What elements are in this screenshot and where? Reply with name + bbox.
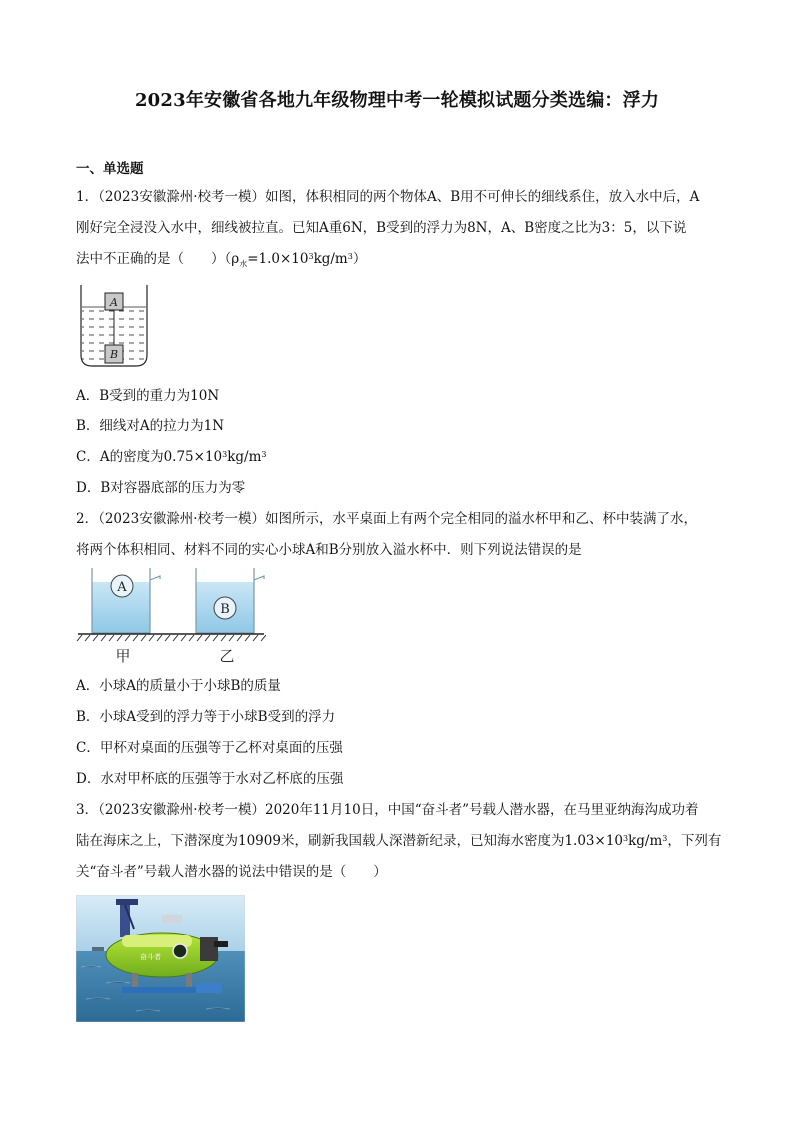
q2-stem-line2: 将两个体积相同、材料不同的实心小球A和B分别放入溢水杯中．则下列说法错误的是 xyxy=(76,542,582,558)
q3-exponent: 3 xyxy=(623,834,629,843)
q1-option-c-text: C．A的密度为0.75×10 xyxy=(76,449,223,465)
q1-close: ） xyxy=(352,251,367,267)
q2-option-a: A．小球A的质量小于小球B的质量 xyxy=(76,678,281,694)
q1-option-d: D．B对容器底部的压力为零 xyxy=(76,480,246,496)
cup-jia-label: 甲 xyxy=(115,647,131,665)
q3-unit: kg/m xyxy=(628,833,663,849)
q2-stem-line1: 2．（2023安徽滁州·校考一模）如图所示，水平桌面上有两个完全相同的溢水杯甲和乙、杯中装满了水， xyxy=(76,511,697,527)
rho-subscript: 水 xyxy=(239,259,248,269)
q2-option-d: D．水对甲杯底的压强等于水对乙杯底的压强 xyxy=(76,771,344,787)
cup-yi-label: 乙 xyxy=(219,647,235,665)
cup-yi xyxy=(196,568,264,633)
q1-stem-line3-rest: =1.0×10 xyxy=(247,251,309,267)
ball-a-label: A xyxy=(117,580,127,595)
q3-stem-line2 xyxy=(76,833,721,849)
q1-stem-line2: 刚好完全浸没入水中，细线被拉直。已知A重6N，B受到的浮力为8N，A、B密度之比为3：5，以下说 xyxy=(76,220,687,236)
q1-option-c-unit: kg/m xyxy=(227,449,262,465)
submersible-name: 奋斗者 xyxy=(140,953,161,961)
q1-stem-line3-text: 法中不正确的是（ ）（ρ xyxy=(76,251,240,267)
q3-stem-line3: 关“奋斗者”号载人潜水器的说法中错误的是（ ） xyxy=(76,864,387,880)
q1-exponent: 3 xyxy=(308,252,314,261)
q1-option-c-exponent: 3 xyxy=(222,450,228,459)
q1-option-b: B．细线对A的拉力为1N xyxy=(76,418,225,434)
section-heading: 一、单选题 xyxy=(76,161,144,177)
q3-stem-line2-end: ，下列有 xyxy=(667,833,722,849)
q2-option-b: B．小球A受到的浮力等于小球B受到的浮力 xyxy=(76,709,336,725)
q1-option-a: A．B受到的重力为10N xyxy=(76,388,220,404)
q2-figure xyxy=(76,566,266,666)
q3-stem-line1: 3．（2023安徽滁州·校考一模）2020年11月10日，中国“奋斗者”号载人潜水器，在马里亚纳海沟成功着 xyxy=(76,802,699,818)
page-title: 2023年安徽省各地九年级物理中考一轮模拟试题分类选编：浮力 xyxy=(134,90,660,111)
q1-figure xyxy=(78,283,150,369)
block-b-label: B xyxy=(109,348,119,361)
q1-option-c-unit-exponent: 3 xyxy=(261,450,267,459)
block-a-label: A xyxy=(110,296,118,309)
q1-stem-line3 xyxy=(76,251,366,273)
q3-unit-exponent: 3 xyxy=(662,834,668,843)
q1-stem-line1: 1．（2023安徽滁州·校考一模）如图，体积相同的两个物体A、B用不可伸长的细线系住，放入水中后，A xyxy=(76,189,700,205)
q1-unit-exponent: 3 xyxy=(347,252,353,261)
cup-jia xyxy=(92,568,160,633)
submersible-photo xyxy=(76,895,245,1022)
q1-option-c xyxy=(76,449,267,465)
q1-unit: kg/m xyxy=(313,251,348,267)
ball-b-label: B xyxy=(220,602,230,617)
q3-stem-line2-text: 陆在海床之上，下潜深度为10909米，刷新我国载人深潜新纪录，已知海水密度为1.03×10 xyxy=(76,833,623,849)
q2-option-c: C．甲杯对桌面的压强等于乙杯对桌面的压强 xyxy=(76,740,343,756)
